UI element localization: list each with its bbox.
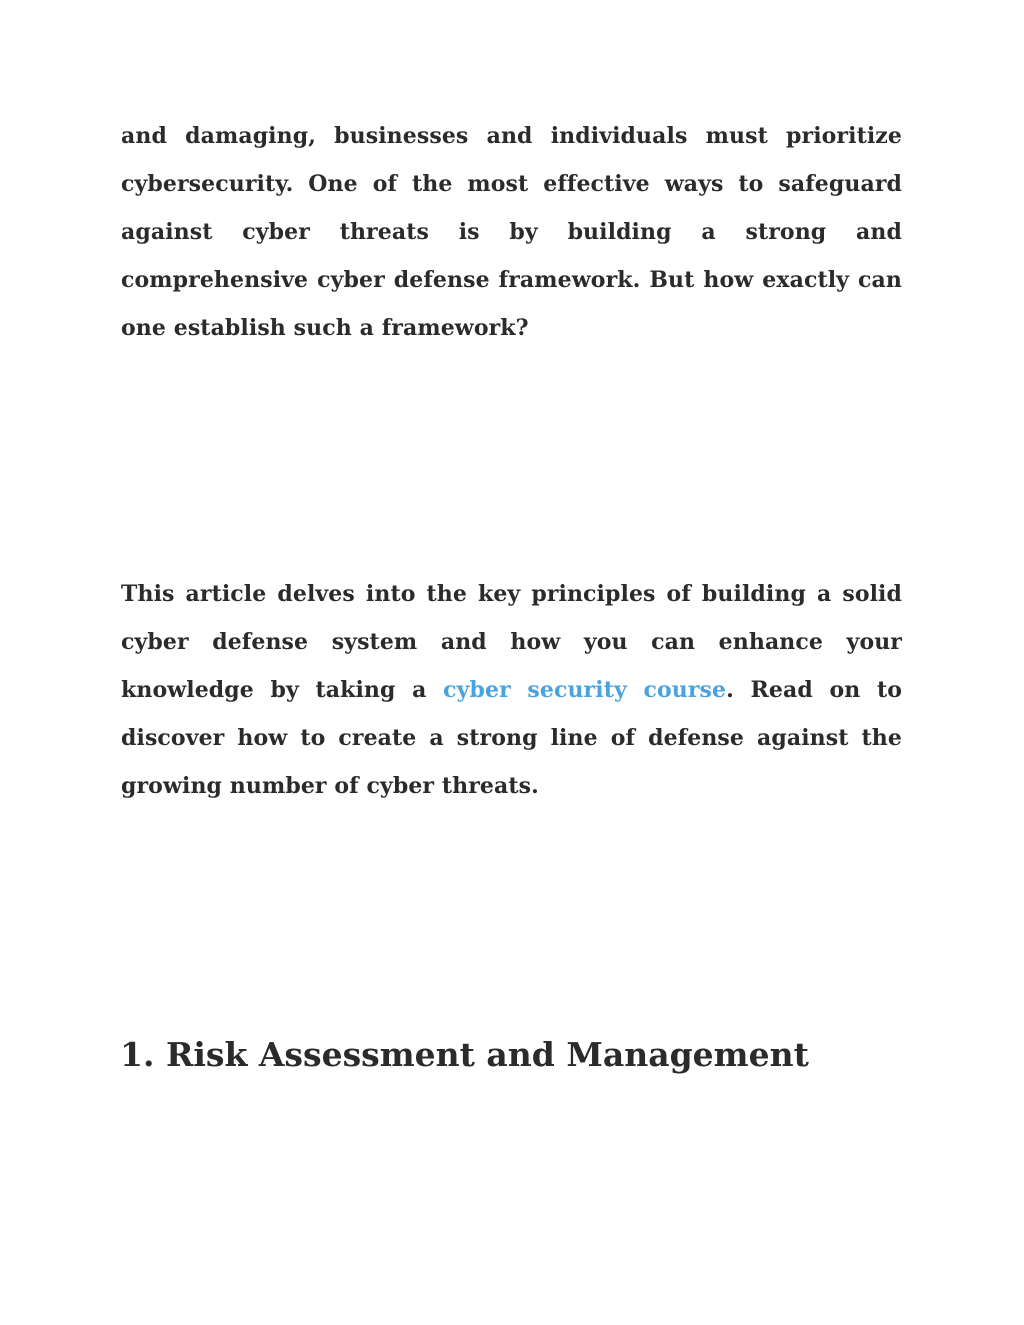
overview-text-after-link: . Read on to discover how to create a strong line of defense against the growing number of cyber threats.: [121, 677, 902, 799]
cyber-security-course-link[interactable]: cyber security course: [443, 677, 727, 703]
intro-paragraph: and damaging, businesses and individuals must prioritize cybersecurity. One of the most effective ways to safeguard against cyber threats is by building a strong and comprehensive cyber defense framework. But how exactly can one establish such a framework?: [121, 123, 902, 341]
overview-text-before-link: This article delves into the key principles of building a solid cyber defense system and how you can enhance your knowledge by taking a: [121, 581, 902, 703]
article-overview-paragraph: [121, 570, 902, 810]
section-heading-risk-assessment: 1. Risk Assessment and Management: [120, 1035, 809, 1074]
